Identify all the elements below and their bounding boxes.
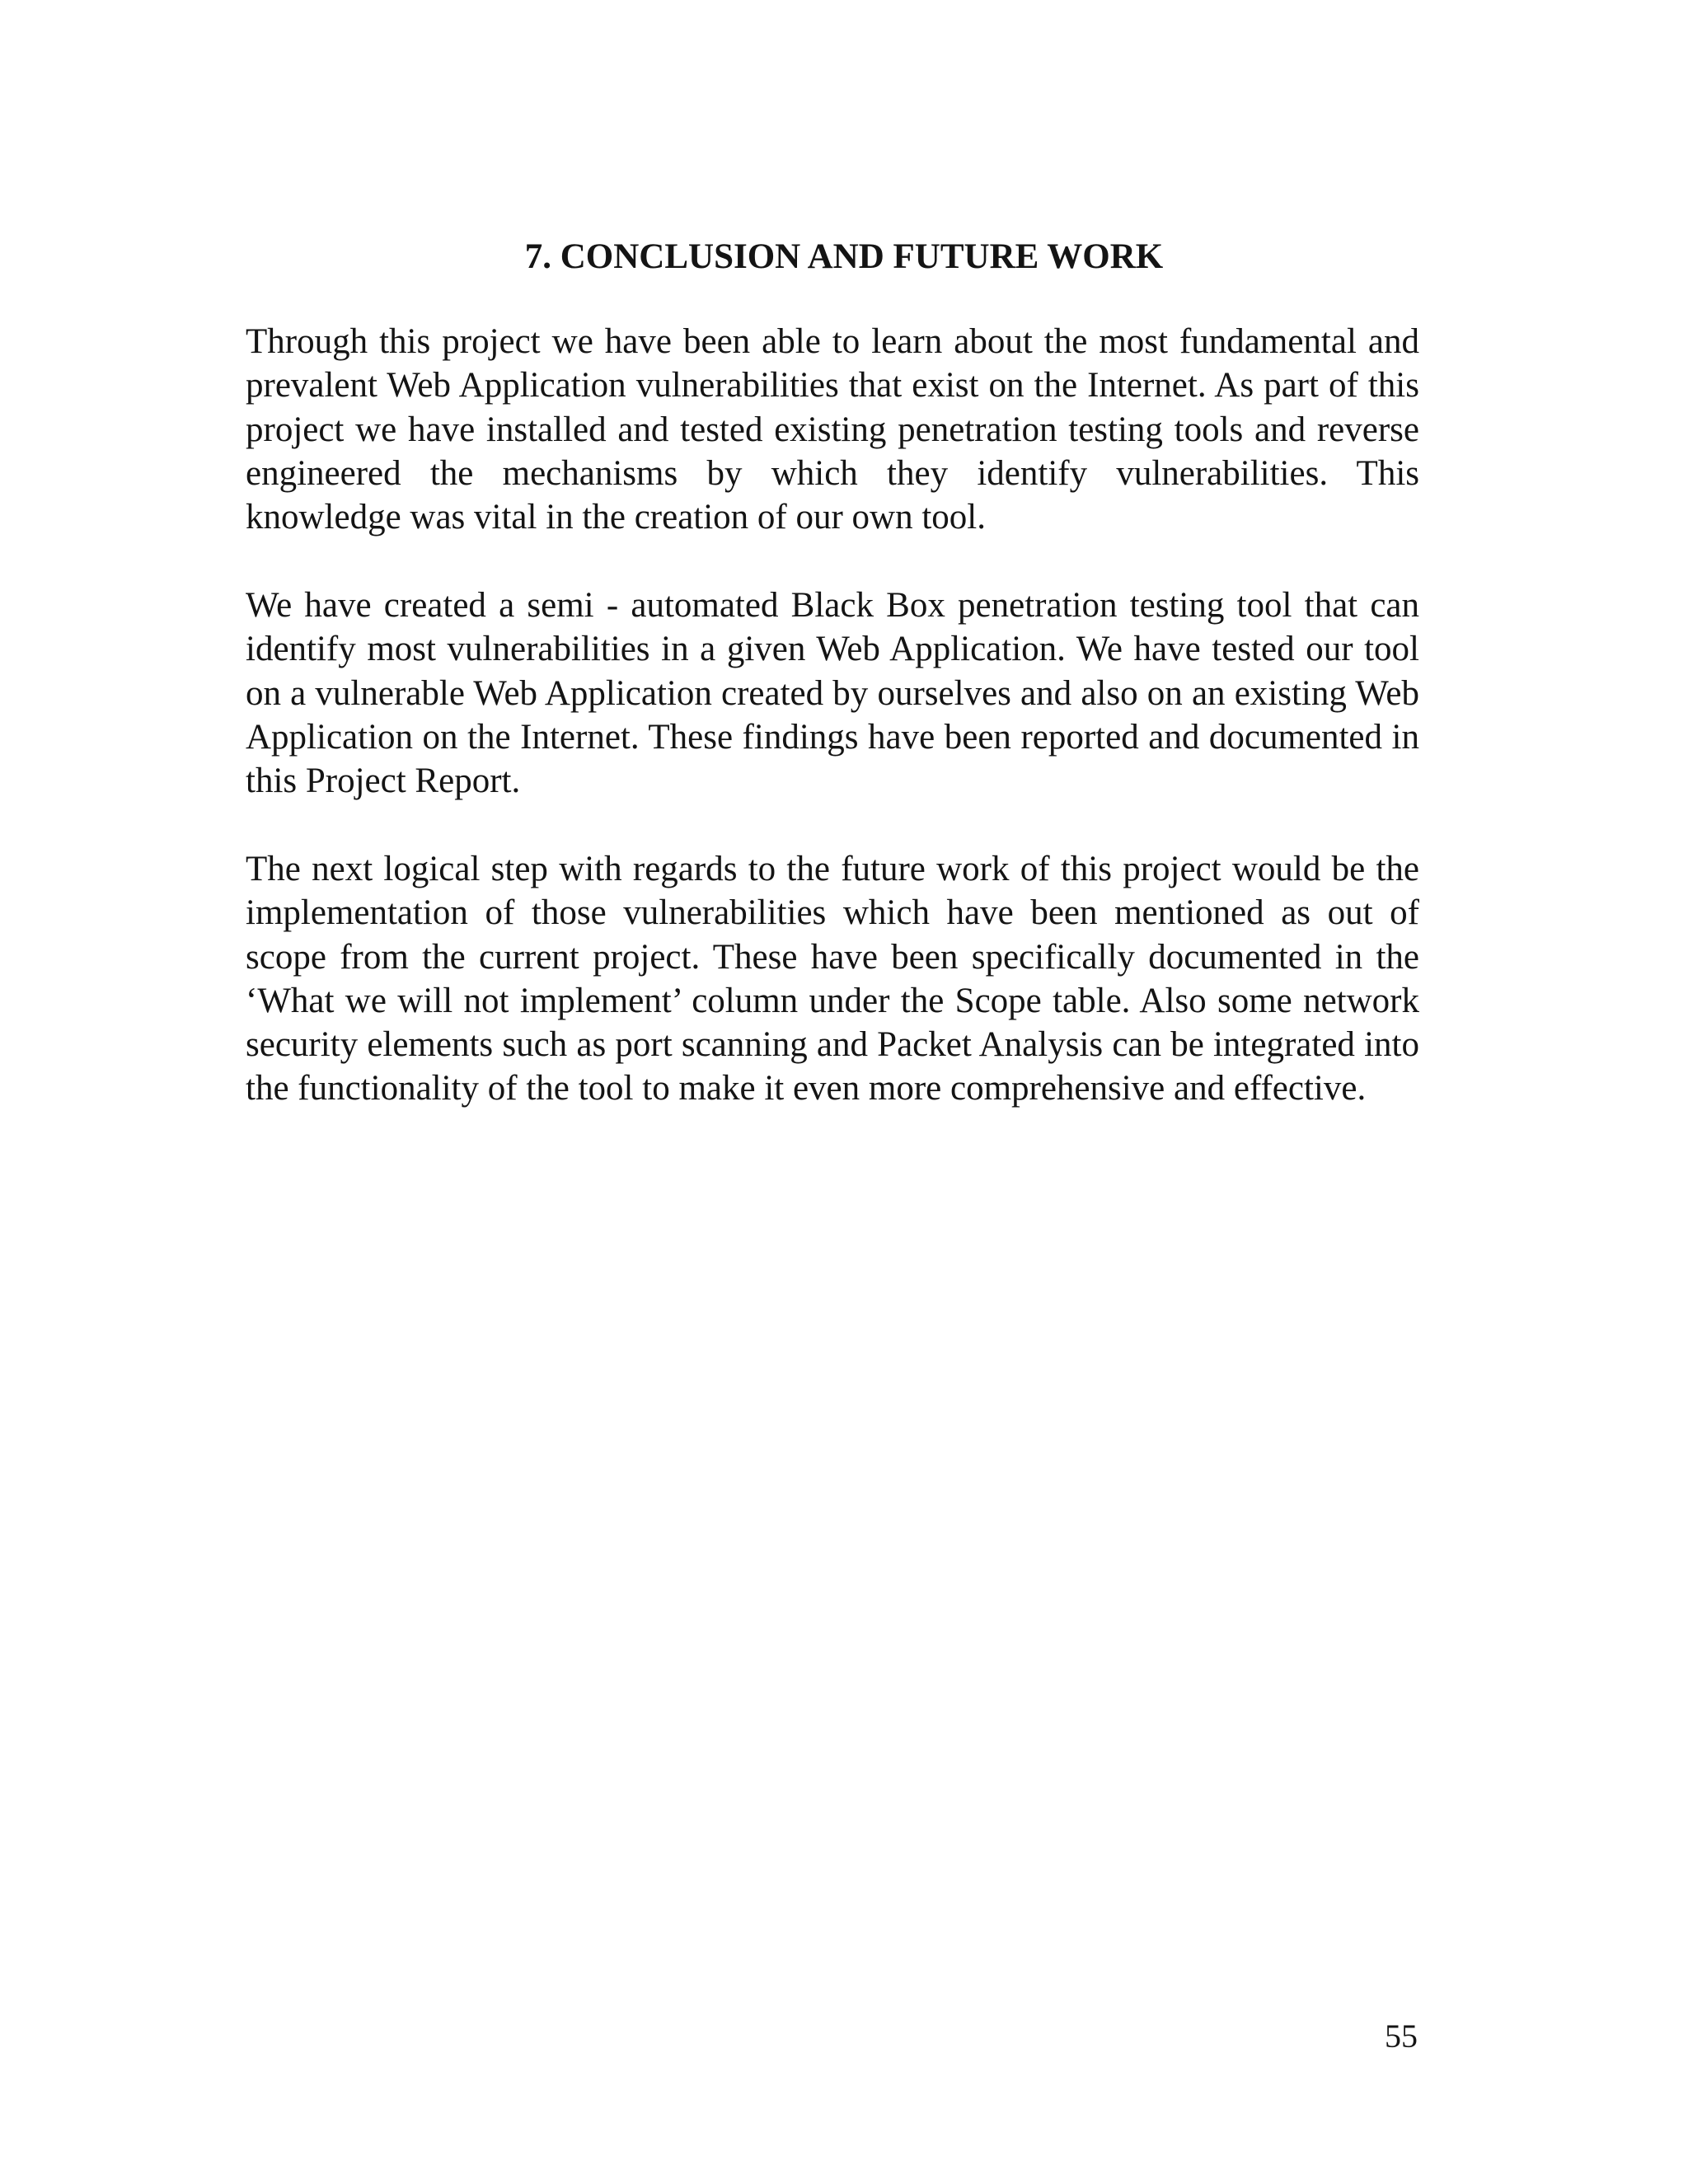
page-number: 55 [1385, 2018, 1418, 2055]
paragraph-2: We have created a semi - automated Black Box penetration testing tool that can identify most vulnerabilities in a given Web Application. We have tested our tool on a vulnerable Web Application created by ourselves and also on an existing Web Application on the Internet. These findings have been reported and documented in this Project Report. [246, 586, 1419, 801]
paragraph-1: Through this project we have been able to learn about the most fundamental and prevalent Web Application vulnerabilities that exist on the Internet. As part of this project we have installed and tested existing penetration testing tools and reverse engineered the mechanisms by which they identify vulnerabilities. This knowledge was vital in the creation of our own tool. [246, 322, 1419, 537]
paragraph-3: The next logical step with regards to the future work of this project would be the implementation of those vulnerabilities which have been mentioned as out of scope from the current project. These have been specifically documented in the ‘What we will not implement’ column under the Scope table. Also some network security elements such as port scanning and Packet Analysis can be integrated into the functionality of the tool to make it even more comprehensive and effective. [246, 850, 1419, 1108]
section-heading: 7. CONCLUSION AND FUTURE WORK [524, 237, 1164, 276]
